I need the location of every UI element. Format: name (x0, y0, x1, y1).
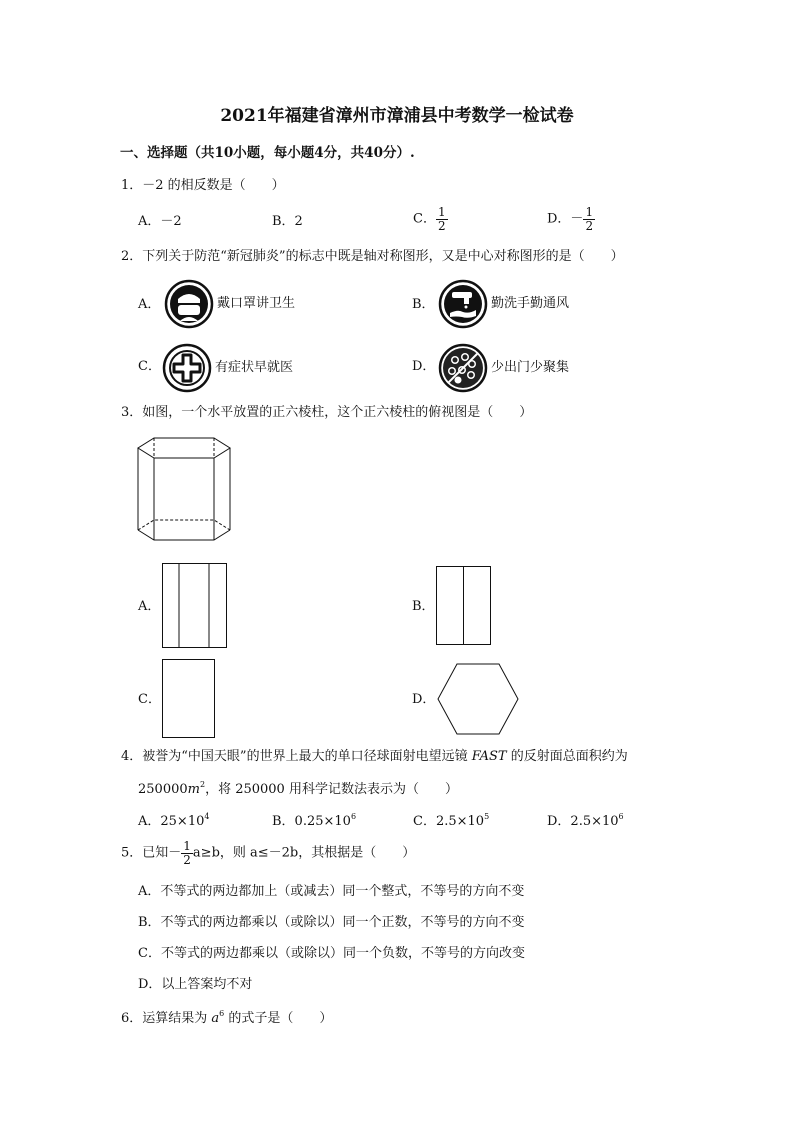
page-title: 2021年福建省漳州市漳浦县中考数学一检试卷 (220, 106, 574, 126)
question-2-option-a-caption: 戴口罩讲卫生 (217, 296, 296, 311)
question-2-option-d-label: D． (412, 359, 436, 374)
question-3-option-a-label: A． (138, 599, 161, 614)
question-1-option-c: C． $\frac{1}{2}$ (413, 205, 446, 233)
question-2-option-c-label: C． (138, 359, 161, 374)
question-3-option-d-label: D． (412, 692, 436, 707)
q3-option-d-hexagon (436, 663, 520, 735)
question-4-stem-line1: 4．被誉为“中国天眼”的世界上最大的单口径球面射电望远镜 FAST 的反射面总面积约为 (121, 749, 628, 764)
question-5-option-a: A．不等式的两边都加上（或减去）同一个整式，不等号的方向不变 (138, 884, 525, 899)
question-4-stem-line2: $250000m^2$，将 250000 用科学记数法表示为（ ） (138, 780, 458, 797)
question-2-stem: 2．下列关于防范“新冠肺炎”的标志中既是轴对称图形，又是中心对称图形的是（ ） (121, 249, 624, 264)
question-2-option-c-caption: 有症状早就医 (215, 360, 294, 375)
question-1-option-d: D．－ $\frac{1}{2}$ (547, 205, 594, 233)
question-5-option-b: B．不等式的两边都乘以（或除以）同一个正数，不等号的方向不变 (138, 915, 525, 930)
question-1-option-a: A．－2 (138, 214, 182, 229)
question-6-stem: 6．运算结果为 $a^6$ 的式子是（ ） (121, 1009, 333, 1026)
q3-option-a-figure (162, 563, 228, 649)
q3-option-c-figure (162, 659, 216, 739)
question-1-stem: 1．－2 的相反数是（ ） (121, 178, 285, 193)
question-4-option-b: B．$0.25\times 10^6$ (272, 812, 357, 829)
question-1-option-b: B．2 (272, 214, 303, 229)
question-2-option-b-caption: 勤洗手勤通风 (491, 296, 570, 311)
question-3-option-b-label: B． (412, 599, 435, 614)
question-4-option-d: D．$2.5\times 10^6$ (547, 812, 624, 829)
question-2-option-a-label: A． (138, 297, 161, 312)
q3-option-b-figure (436, 566, 492, 646)
section-heading: 一、选择题（共10小题，每小题4分，共40分）. (120, 145, 415, 161)
handwash-icon (438, 279, 488, 329)
crowd-icon (438, 343, 488, 393)
question-5-option-d: D．以上答案均不对 (138, 977, 253, 992)
question-2-option-b-label: B． (412, 297, 435, 312)
hexagonal-prism-figure (134, 434, 234, 549)
medical-cross-icon (162, 343, 212, 393)
question-3-stem: 3．如图，一个水平放置的正六棱柱，这个正六棱柱的俯视图是（ ） (121, 405, 533, 420)
mask-icon (164, 279, 214, 329)
question-5-option-c: C．不等式的两边都乘以（或除以）同一个负数，不等号的方向改变 (138, 946, 525, 961)
question-4-option-a: A．$25\times 10^4$ (138, 812, 210, 829)
question-2-option-d-caption: 少出门少聚集 (491, 360, 570, 375)
question-5-stem: 5．已知－ $\frac{1}{2}$ a≥b，则 a≤－2b，其根据是（ ） (121, 839, 416, 867)
question-4-option-c: C．$2.5\times 10^5$ (413, 812, 490, 829)
question-3-option-c-label: C． (138, 692, 161, 707)
